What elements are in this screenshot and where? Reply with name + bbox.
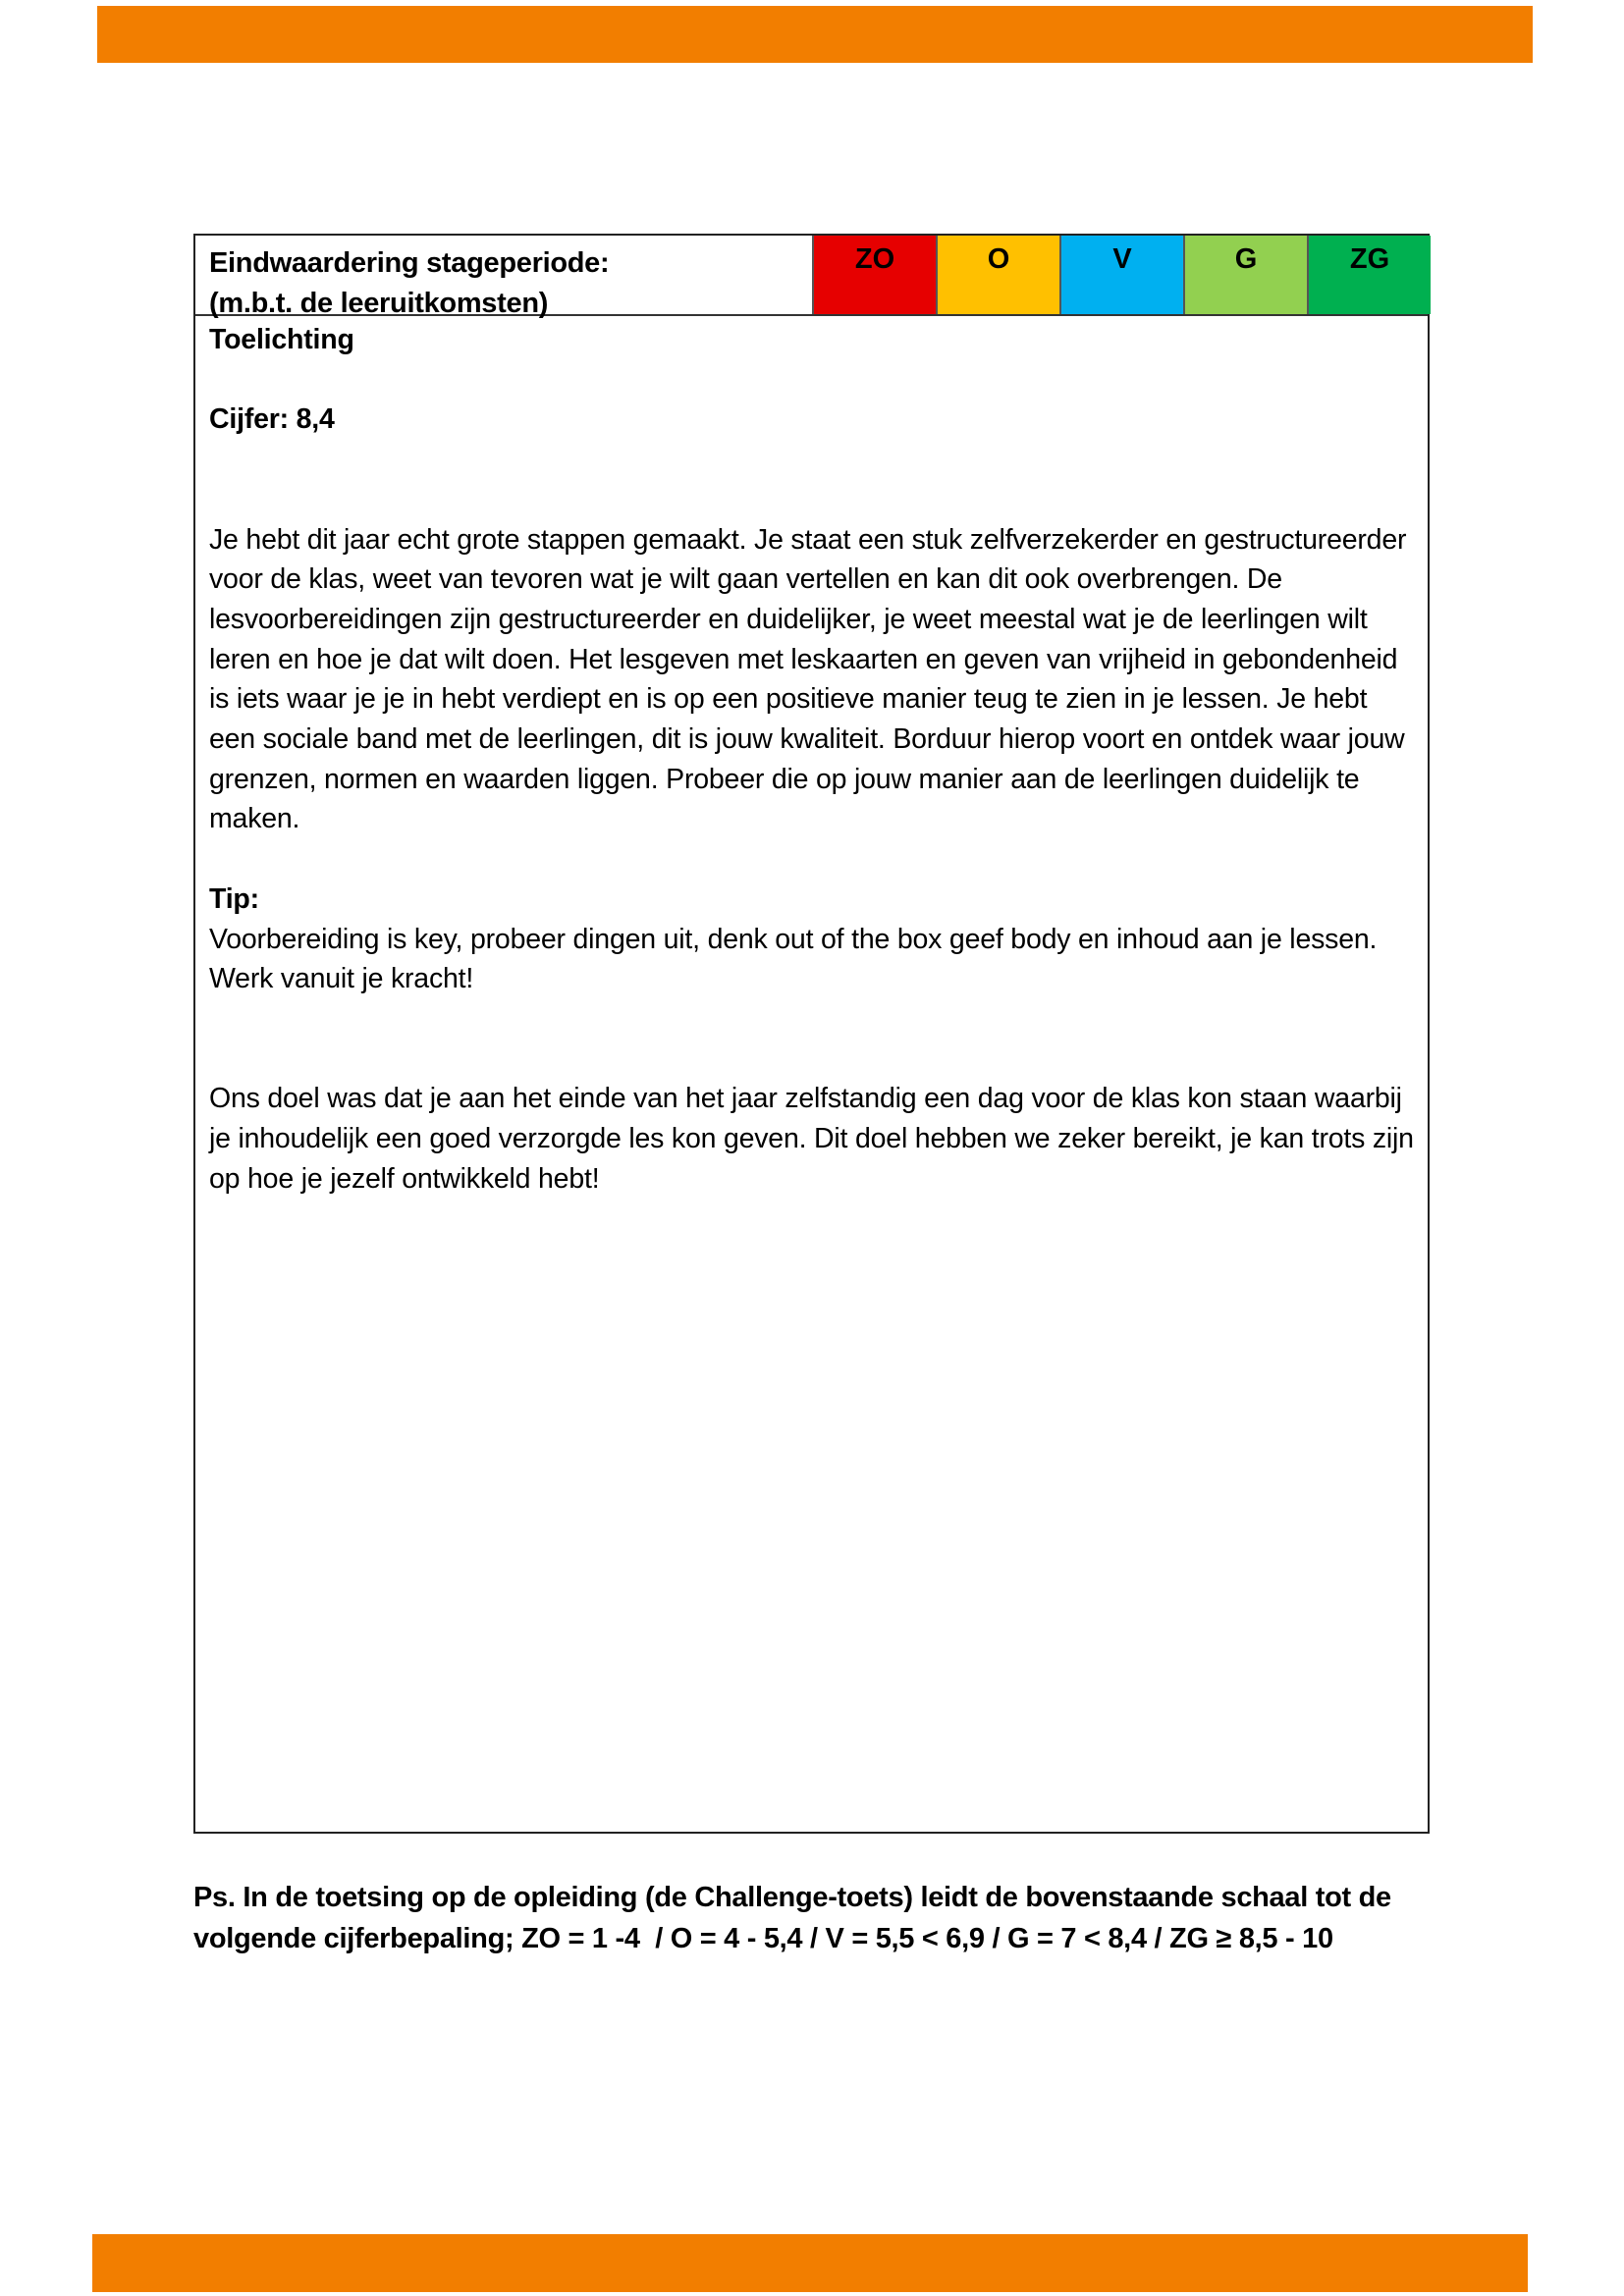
spacer — [209, 360, 1417, 400]
spacer — [209, 999, 1417, 1040]
footnote-line-2: volgende cijferbepaling; ZO = 1 -4 / O = 4 - 5,4 / V = 5,5 < 6,9 / G = 7 < 8,4 / ZG ≥ 8,5 - 10 — [193, 1923, 1333, 1954]
rating-scale — [812, 236, 1431, 314]
table-header-row — [195, 236, 1428, 319]
scale-cell-v: V — [1059, 236, 1183, 314]
tip-text: Voorbereiding is key, probeer dingen uit, denk out of the box geef body en inhoud aan je lessen. Werk vanuit je kracht! — [209, 923, 1378, 995]
toelichting-label: Toelichting — [209, 324, 354, 355]
scale-cell-zo: ZO — [812, 236, 936, 314]
evaluation-title — [209, 243, 609, 324]
title-line-1: Eindwaardering stageperiode: — [209, 247, 610, 279]
footnote — [193, 1877, 1470, 1959]
feedback-paragraph: Je hebt dit jaar echt grote stappen gemaakt. Je staat een stuk zelfverzekerder en gestructureerder voor de klas, weet van tevoren wat je wilt gaan vertellen en kan dit ook overbrengen. De lesvoorbereidingen zijn gestructureerder en duidelijker, je weet meestal wat je de leerlingen wilt leren en hoe je dat wilt doen. Het lesgeven met leskaarten en geven van vrijheid in gebondenheid is iets waar je je in hebt verdiept en is op een positieve manier teug te zien in je lessen. Je hebt een sociale band met de leerlingen, dit is jouw kwaliteit. Borduur hierop voort en ontdek waar jouw grenzen, normen en waarden liggen. Probeer die op jouw manier aan de leerlingen duidelijk te maken. — [209, 523, 1407, 835]
evaluation-table — [193, 234, 1430, 1834]
scale-cell-g: G — [1183, 236, 1307, 314]
grade: Cijfer: 8,4 — [209, 403, 335, 436]
top-orange-bar — [97, 6, 1533, 63]
goal-paragraph: Ons doel was dat je aan het einde van het jaar zelfstandig een dag voor de klas kon staan waarbij je inhoudelijk een goed verzorgde les kon geven. Dit doel hebben we zeker bereikt, je kan trots zijn op hoe je jezelf ontwikkeld hebt! — [209, 1083, 1414, 1195]
bottom-orange-bar — [92, 2234, 1528, 2292]
title-line-2: (m.b.t. de leeruitkomsten) — [209, 288, 549, 319]
toelichting-section — [209, 320, 1417, 1199]
tip-label: Tip: — [209, 882, 259, 915]
spacer — [209, 440, 1417, 480]
spacer — [209, 1040, 1417, 1080]
footnote-line-1: Ps. In de toetsing op de opleiding (de Challenge-toets) leidt de bovenstaande schaal tot de — [193, 1882, 1391, 1913]
spacer — [209, 480, 1417, 520]
spacer — [209, 839, 1417, 880]
scale-cell-o: O — [936, 236, 1059, 314]
scale-cell-zg: ZG — [1307, 236, 1431, 314]
